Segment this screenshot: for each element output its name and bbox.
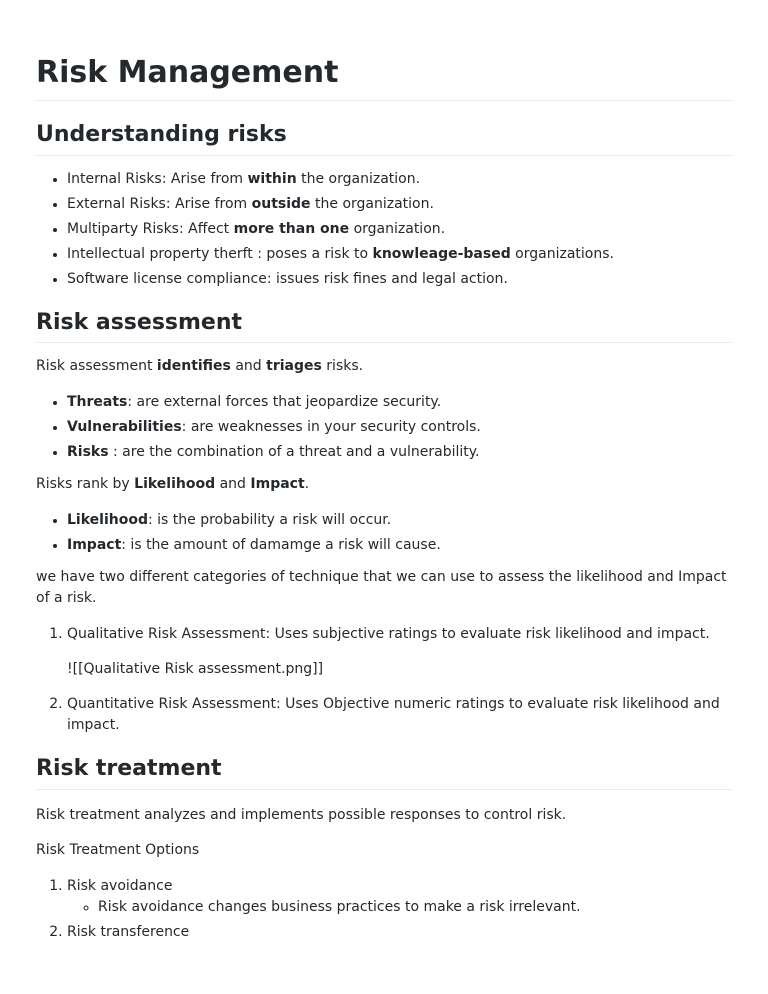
- treatment-options-list: [36, 876, 732, 943]
- list-item: • Multiparty Risks: Affect more than one organization.: [67, 219, 732, 240]
- image-embed-link[interactable]: ![[Qualitative Risk assessment.png]]: [67, 661, 324, 677]
- list-item: • Intellectual property therft : poses a risk to knowleage-based organizations.: [67, 244, 732, 265]
- list-item: • Threats: are external forces that jeopardize security.: [67, 392, 732, 413]
- list-item: 1. Risk avoidance ◦ Risk avoidance changes business practices to make a risk irrelevant.: [67, 876, 732, 918]
- techniques-list: [36, 624, 732, 736]
- treatment-intro: Risk treatment analyzes and implements possible responses to control risk.: [36, 806, 567, 823]
- rank-paragraph: Risks rank by Likelihood and Impact.: [36, 476, 310, 492]
- list-item: • Software license compliance: issues risk fines and legal action.: [67, 269, 732, 290]
- terms-list: [36, 392, 732, 463]
- list-item: 2. Risk transference: [67, 922, 732, 943]
- risk-types-list: [36, 169, 732, 290]
- list-item: • Impact: is the amount of damamge a risk will cause.: [67, 535, 732, 556]
- section-heading-risk-treatment: Risk treatment: [36, 755, 732, 790]
- list-item: • Risks : are the combination of a threat and a vulnerability.: [67, 442, 732, 463]
- categories-paragraph: we have two different categories of technique that we can use to assess the likelihood and Impact of a risk.: [36, 569, 727, 606]
- treatment-options-label: Risk Treatment Options: [36, 841, 200, 858]
- list-item: • Vulnerabilities: are weaknesses in your security controls.: [67, 417, 732, 438]
- list-item: ◦ Risk avoidance changes business practices to make a risk irrelevant.: [98, 897, 732, 918]
- sub-list: [67, 897, 732, 918]
- assessment-intro: Risk assessment identifies and triages risks.: [36, 358, 364, 374]
- list-item: • Internal Risks: Arise from within the organization.: [67, 169, 732, 190]
- list-item: • Likelihood: is the probability a risk will occur.: [67, 510, 732, 531]
- rank-list: [36, 510, 732, 556]
- page-title: Risk Management: [36, 0, 732, 101]
- list-item: 1. Qualitative Risk Assessment: Uses subjective ratings to evaluate risk likelihood and impact. ![[Qualitative Risk assessment.png]]: [67, 624, 732, 680]
- section-heading-risk-assessment: Risk assessment: [36, 309, 732, 344]
- list-item: 2. Quantitative Risk Assessment: Uses Objective numeric ratings to evaluate risk likelihood and impact.: [67, 694, 732, 736]
- list-item: • External Risks: Arise from outside the organization.: [67, 194, 732, 215]
- section-heading-understanding-risks: Understanding risks: [36, 121, 732, 156]
